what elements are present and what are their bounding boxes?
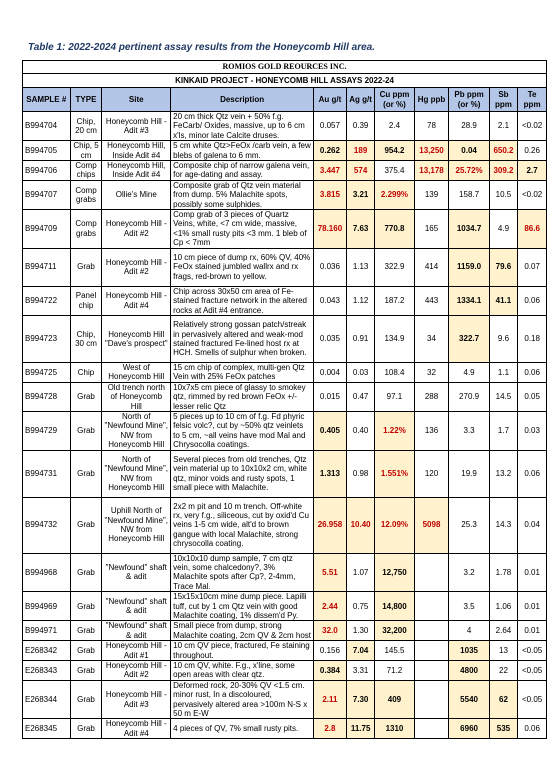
cell-pb: 1034.7 <box>449 210 489 249</box>
cell-type: Grab <box>70 621 102 641</box>
cell-hg: 288 <box>414 382 449 411</box>
cell-type: Grab <box>70 719 102 739</box>
cell-pb: 4.9 <box>449 362 489 382</box>
cell-cu: 187.2 <box>375 286 414 315</box>
table-row <box>23 411 547 450</box>
cell-pb: 1334.1 <box>449 286 489 315</box>
cell-sample-id: E268344 <box>23 680 71 719</box>
cell-sb: 650.2 <box>489 141 518 161</box>
cell-description: Small piece from dump, strong Malachite coating, 2cm QV & 2cm host <box>171 621 314 641</box>
cell-pb: 6960 <box>449 719 489 739</box>
cell-type: Grab <box>70 592 102 621</box>
cell-sample-id: E268343 <box>23 661 71 681</box>
cell-te: <0.05 <box>518 680 547 719</box>
cell-pb: 25.3 <box>449 497 489 553</box>
cell-pb: 1159.0 <box>449 248 489 286</box>
table-row <box>23 592 547 621</box>
cell-ag: 0.91 <box>346 315 375 362</box>
cell-te: 0.05 <box>518 382 547 411</box>
table-row <box>23 553 547 592</box>
table-row <box>23 112 547 141</box>
assay-table <box>22 60 547 739</box>
cell-te: 0.06 <box>518 286 547 315</box>
cell-pb: 158.7 <box>449 180 489 209</box>
cell-te: 0.06 <box>518 719 547 739</box>
table-row <box>23 248 547 286</box>
cell-sample-id: B994711 <box>23 248 71 286</box>
cell-te: 0.06 <box>518 362 547 382</box>
cell-te: 0.06 <box>518 450 547 497</box>
cell-hg: 34 <box>414 315 449 362</box>
project-title: KINKAID PROJECT - HONEYCOMB HILL ASSAYS 2022-24 <box>23 74 547 88</box>
cell-type: Grab <box>70 497 102 553</box>
cell-ag: 1.07 <box>346 553 375 592</box>
cell-type: Grab <box>70 641 102 661</box>
cell-te: 86.6 <box>518 210 547 249</box>
header-description: Description <box>171 88 314 112</box>
cell-type: Chip <box>70 362 102 382</box>
cell-description: Composite chip of narrow galena vein, for age-dating and assay. <box>171 161 314 181</box>
cell-au: 0.004 <box>314 362 347 382</box>
cell-sb: 2.64 <box>489 621 518 641</box>
cell-description: 10 cm piece of dump rx, 60% QV, 40% FeOx stained jumbled wallrx and rx frags, red-brown to yellow. <box>171 248 314 286</box>
cell-au: 0.384 <box>314 661 347 681</box>
cell-description: Several pieces from old trenches, Qtz vein material up to 10x10x2 cm, white qtz, minor voids and rusty spots, 1 small piece with Malachite. <box>171 450 314 497</box>
cell-sb: 14.3 <box>489 497 518 553</box>
cell-pb: 3.5 <box>449 592 489 621</box>
cell-site: Honeycomb Hill - Adit #4 <box>102 719 171 739</box>
cell-description: 2x2 m pit and 10 m trench. Off-white rx, very f.g., siliceous, cut by oxid'd Cu veins 1-5 cm wide, alt'd to brown gangue with local Malachite, strong chrysocolla coating. <box>171 497 314 553</box>
cell-sample-id: B994725 <box>23 362 71 382</box>
cell-cu: 108.4 <box>375 362 414 382</box>
cell-ag: 10.40 <box>346 497 375 553</box>
cell-hg <box>414 661 449 681</box>
cell-te: <0.02 <box>518 112 547 141</box>
cell-description: 10x7x5 cm piece of glassy to smokey qtz, rimmed by red brown FeOx +/- lesser relic Qtz <box>171 382 314 411</box>
cell-sample-id: B994969 <box>23 592 71 621</box>
cell-te: <0.05 <box>518 661 547 681</box>
cell-cu: 71.2 <box>375 661 414 681</box>
cell-description: 10 cm QV piece, fractured, Fe staining throughout. <box>171 641 314 661</box>
header-type: TYPE <box>70 88 102 112</box>
cell-hg: 13,250 <box>414 141 449 161</box>
cell-cu: 770.8 <box>375 210 414 249</box>
cell-sample-id: B994723 <box>23 315 71 362</box>
cell-description: 15 cm chip of complex, multi-gen Qtz Vein with 25% FeOx patches <box>171 362 314 382</box>
cell-ag: 1.30 <box>346 621 375 641</box>
cell-sample-id: E268345 <box>23 719 71 739</box>
cell-cu: 2.299% <box>375 180 414 209</box>
cell-sb: 9.6 <box>489 315 518 362</box>
table-row <box>23 161 547 181</box>
cell-au: 0.057 <box>314 112 347 141</box>
cell-site: "Newfound" shaft & adit <box>102 621 171 641</box>
cell-cu: 145.5 <box>375 641 414 661</box>
cell-hg <box>414 553 449 592</box>
cell-au: 3.815 <box>314 180 347 209</box>
header-te: Te ppm <box>518 88 547 112</box>
cell-au: 0.043 <box>314 286 347 315</box>
cell-type: Chip, 30 cm <box>70 315 102 362</box>
cell-sb: 2.1 <box>489 112 518 141</box>
header-site: Site <box>102 88 171 112</box>
cell-cu: 1.551% <box>375 450 414 497</box>
cell-te: 0.01 <box>518 621 547 641</box>
cell-ag: 7.04 <box>346 641 375 661</box>
table-caption: Table 1: 2022-2024 pertinent assay results from the Honeycomb Hill area. <box>28 42 375 53</box>
cell-cu: 954.2 <box>375 141 414 161</box>
cell-sample-id: B994704 <box>23 112 71 141</box>
cell-sb: 41.1 <box>489 286 518 315</box>
header-ag: Ag g/t <box>346 88 375 112</box>
cell-sb: 14.5 <box>489 382 518 411</box>
cell-hg <box>414 641 449 661</box>
cell-site: Honeycomb Hill - Adit #3 <box>102 680 171 719</box>
table-row <box>23 382 547 411</box>
cell-au: 78.160 <box>314 210 347 249</box>
cell-description: 5 cm white Qtz>FeOx /carb vein, a few blebs of galena to 6 mm. <box>171 141 314 161</box>
cell-description: Relatively strong gossan patch/streak in pervasively altered and weak-mod stained fractured Fe-lined host rx at HCH. Smells of sulphur when broken. <box>171 315 314 362</box>
cell-pb: 3.2 <box>449 553 489 592</box>
cell-cu: 1.22% <box>375 411 414 450</box>
cell-description: 10x10x10 dump sample, 7 cm qtz vein, some chalcedony?, 3% Malachite spots after Cp?, 2-4mm, Trace Mal. <box>171 553 314 592</box>
cell-sample-id: B994732 <box>23 497 71 553</box>
cell-au: 0.262 <box>314 141 347 161</box>
cell-cu: 32,200 <box>375 621 414 641</box>
cell-site: Honeycomb Hill "Dave's prospect" <box>102 315 171 362</box>
table-row <box>23 450 547 497</box>
cell-hg <box>414 680 449 719</box>
cell-sample-id: B994706 <box>23 161 71 181</box>
cell-pb: 1035 <box>449 641 489 661</box>
cell-pb: 322.7 <box>449 315 489 362</box>
cell-description: 4 pieces of QV, 7% small rusty pits. <box>171 719 314 739</box>
cell-site: Old trench north of Honeycomb Hill <box>102 382 171 411</box>
table-row <box>23 621 547 641</box>
cell-sb: 13.2 <box>489 450 518 497</box>
cell-ag: 0.47 <box>346 382 375 411</box>
cell-te: 0.01 <box>518 592 547 621</box>
cell-ag: 3.21 <box>346 180 375 209</box>
cell-te: <0.02 <box>518 180 547 209</box>
cell-ag: 11.75 <box>346 719 375 739</box>
table-row <box>23 719 547 739</box>
cell-au: 0.405 <box>314 411 347 450</box>
header-au: Au g/t <box>314 88 347 112</box>
cell-te: 0.18 <box>518 315 547 362</box>
cell-sb: 62 <box>489 680 518 719</box>
cell-hg: 120 <box>414 450 449 497</box>
cell-hg: 165 <box>414 210 449 249</box>
header-hg: Hg ppb <box>414 88 449 112</box>
cell-cu: 97.1 <box>375 382 414 411</box>
cell-hg: 414 <box>414 248 449 286</box>
cell-sb: 1.06 <box>489 592 518 621</box>
cell-cu: 14,800 <box>375 592 414 621</box>
cell-site: "Newfound" shaft & adit <box>102 592 171 621</box>
cell-hg <box>414 592 449 621</box>
cell-type: Grab <box>70 248 102 286</box>
cell-type: Grab <box>70 680 102 719</box>
cell-cu: 409 <box>375 680 414 719</box>
cell-ag: 7.63 <box>346 210 375 249</box>
cell-type: Comp chips <box>70 161 102 181</box>
cell-site: North of "Newfound Mine", NW from Honeycomb Hill <box>102 450 171 497</box>
cell-type: Grab <box>70 450 102 497</box>
cell-sb: 535 <box>489 719 518 739</box>
table-row <box>23 180 547 209</box>
table-row <box>23 641 547 661</box>
cell-ag: 574 <box>346 161 375 181</box>
cell-ag: 0.39 <box>346 112 375 141</box>
cell-hg <box>414 621 449 641</box>
cell-site: Uphill North of "Newfound Mine", NW from Honeycomb Hill <box>102 497 171 553</box>
cell-au: 5.51 <box>314 553 347 592</box>
cell-hg <box>414 719 449 739</box>
cell-sample-id: B994705 <box>23 141 71 161</box>
cell-sample-id: B994709 <box>23 210 71 249</box>
cell-type: Chip, 5 cm <box>70 141 102 161</box>
cell-sb: 1.1 <box>489 362 518 382</box>
cell-ag: 0.03 <box>346 362 375 382</box>
cell-te: <0.05 <box>518 641 547 661</box>
cell-ag: 7.30 <box>346 680 375 719</box>
cell-type: Grab <box>70 661 102 681</box>
table-row <box>23 286 547 315</box>
cell-au: 2.11 <box>314 680 347 719</box>
cell-pb: 4800 <box>449 661 489 681</box>
cell-te: 0.26 <box>518 141 547 161</box>
cell-type: Grab <box>70 411 102 450</box>
table-row <box>23 661 547 681</box>
cell-type: Panel chip <box>70 286 102 315</box>
cell-sample-id: B994731 <box>23 450 71 497</box>
cell-ag: 1.12 <box>346 286 375 315</box>
cell-sample-id: B994722 <box>23 286 71 315</box>
cell-pb: 3.3 <box>449 411 489 450</box>
cell-te: 0.03 <box>518 411 547 450</box>
cell-au: 2.44 <box>314 592 347 621</box>
table-row <box>23 680 547 719</box>
table-row <box>23 315 547 362</box>
table-row <box>23 497 547 553</box>
cell-pb: 19.9 <box>449 450 489 497</box>
cell-description: 20 cm thick Qtz vein + 50% f.g. FeCarb/ Oxides, massive, up to 6 cm x'ls, minor late Calcite druses. <box>171 112 314 141</box>
cell-site: North of "Newfound Mine", NW from Honeycomb Hill <box>102 411 171 450</box>
cell-au: 3.447 <box>314 161 347 181</box>
cell-hg: 139 <box>414 180 449 209</box>
cell-cu: 2.4 <box>375 112 414 141</box>
cell-sample-id: B994707 <box>23 180 71 209</box>
cell-description: 10 cm QV, white. F.g., x'line, some open areas with clear qtz. <box>171 661 314 681</box>
header-sample: SAMPLE # <box>23 88 71 112</box>
cell-ag: 0.98 <box>346 450 375 497</box>
cell-sb: 10.5 <box>489 180 518 209</box>
cell-site: Ollie's Mine <box>102 180 171 209</box>
cell-description: Comp grab of 3 pieces of Quartz Veins, white, <7 cm wide, massive, <1% small rusty pits <3 mm. 1 bleb of Cp < 7mm <box>171 210 314 249</box>
cell-site: Honeycomb Hill - Adit #2 <box>102 248 171 286</box>
cell-te: 0.01 <box>518 553 547 592</box>
cell-sample-id: B994971 <box>23 621 71 641</box>
cell-ag: 189 <box>346 141 375 161</box>
cell-description: 5 pieces up to 10 cm of f.g. Fd phyric felsic volc?, cut by ~50% qtz veinlets to 5 cm, ~all veins have mod Mal and Chrysocolla coatings. <box>171 411 314 450</box>
cell-type: Comp grabs <box>70 210 102 249</box>
cell-hg: 443 <box>414 286 449 315</box>
header-row <box>23 88 547 112</box>
company-name: ROMIOS GOLD REOURCES INC. <box>23 61 547 74</box>
table-row <box>23 362 547 382</box>
cell-sample-id: B994729 <box>23 411 71 450</box>
cell-ag: 0.40 <box>346 411 375 450</box>
cell-au: 2.8 <box>314 719 347 739</box>
cell-cu: 375.4 <box>375 161 414 181</box>
cell-site: Honeycomb Hill, Inside Adit #4 <box>102 161 171 181</box>
cell-te: 0.04 <box>518 497 547 553</box>
cell-site: Honeycomb Hill - Adit #3 <box>102 112 171 141</box>
cell-site: "Newfound" shaft & adit <box>102 553 171 592</box>
cell-pb: 0.04 <box>449 141 489 161</box>
cell-sb: 22 <box>489 661 518 681</box>
cell-sb: 79.6 <box>489 248 518 286</box>
cell-hg: 5098 <box>414 497 449 553</box>
cell-sb: 13 <box>489 641 518 661</box>
cell-pb: 28.9 <box>449 112 489 141</box>
cell-sample-id: B994968 <box>23 553 71 592</box>
cell-site: Honeycomb Hill - Adit #2 <box>102 210 171 249</box>
table-row <box>23 210 547 249</box>
cell-au: 26.958 <box>314 497 347 553</box>
cell-sb: 1.78 <box>489 553 518 592</box>
cell-site: Honeycomb Hill - Adit #4 <box>102 286 171 315</box>
cell-pb: 4 <box>449 621 489 641</box>
cell-ag: 3.31 <box>346 661 375 681</box>
cell-cu: 1310 <box>375 719 414 739</box>
cell-sample-id: E268342 <box>23 641 71 661</box>
cell-type: Chip, 20 cm <box>70 112 102 141</box>
cell-type: Comp grabs <box>70 180 102 209</box>
cell-au: 0.156 <box>314 641 347 661</box>
header-sb: Sb ppm <box>489 88 518 112</box>
cell-site: Honeycomb Hill - Adit #2 <box>102 661 171 681</box>
header-pb: Pb ppm (or %) <box>449 88 489 112</box>
cell-au: 0.035 <box>314 315 347 362</box>
cell-hg: 136 <box>414 411 449 450</box>
cell-cu: 322.9 <box>375 248 414 286</box>
cell-sb: 1.7 <box>489 411 518 450</box>
cell-cu: 12,750 <box>375 553 414 592</box>
cell-ag: 1.13 <box>346 248 375 286</box>
cell-au: 0.036 <box>314 248 347 286</box>
cell-sample-id: B994728 <box>23 382 71 411</box>
cell-site: West of Honeycomb Hill <box>102 362 171 382</box>
cell-cu: 134.9 <box>375 315 414 362</box>
cell-hg: 13,178 <box>414 161 449 181</box>
cell-pb: 25.72% <box>449 161 489 181</box>
cell-au: 32.0 <box>314 621 347 641</box>
cell-description: 15x15x10cm mine dump piece. Lapilli tuff, cut by 1 cm Qtz vein with good Malachite coating, 1% dissem'd Py. <box>171 592 314 621</box>
cell-pb: 5540 <box>449 680 489 719</box>
header-cu: Cu ppm (or %) <box>375 88 414 112</box>
cell-site: Honeycomb Hill, Inside Adit #4 <box>102 141 171 161</box>
cell-hg: 32 <box>414 362 449 382</box>
table-row <box>23 141 547 161</box>
cell-description: Chip across 30x50 cm area of Fe-stained fracture network in the altered rocks at Adit #4 entrance. <box>171 286 314 315</box>
cell-sb: 309.2 <box>489 161 518 181</box>
cell-te: 2.7 <box>518 161 547 181</box>
cell-description: Composite grab of Qtz vein material from dump. 5% Malachite spots, possibly some sulphides. <box>171 180 314 209</box>
cell-pb: 270.9 <box>449 382 489 411</box>
cell-type: Grab <box>70 382 102 411</box>
cell-description: Deformed rock, 20-30% QV <1.5 cm. minor rust, In a discoloured, pervasively altered area >100m N-S x 50 m E-W <box>171 680 314 719</box>
cell-site: Honeycomb Hill - Adit #1 <box>102 641 171 661</box>
cell-hg: 78 <box>414 112 449 141</box>
cell-te: 0.07 <box>518 248 547 286</box>
cell-au: 1.313 <box>314 450 347 497</box>
cell-au: 0.015 <box>314 382 347 411</box>
cell-type: Grab <box>70 553 102 592</box>
cell-cu: 12.09% <box>375 497 414 553</box>
cell-ag: 0.75 <box>346 592 375 621</box>
cell-sb: 4.9 <box>489 210 518 249</box>
